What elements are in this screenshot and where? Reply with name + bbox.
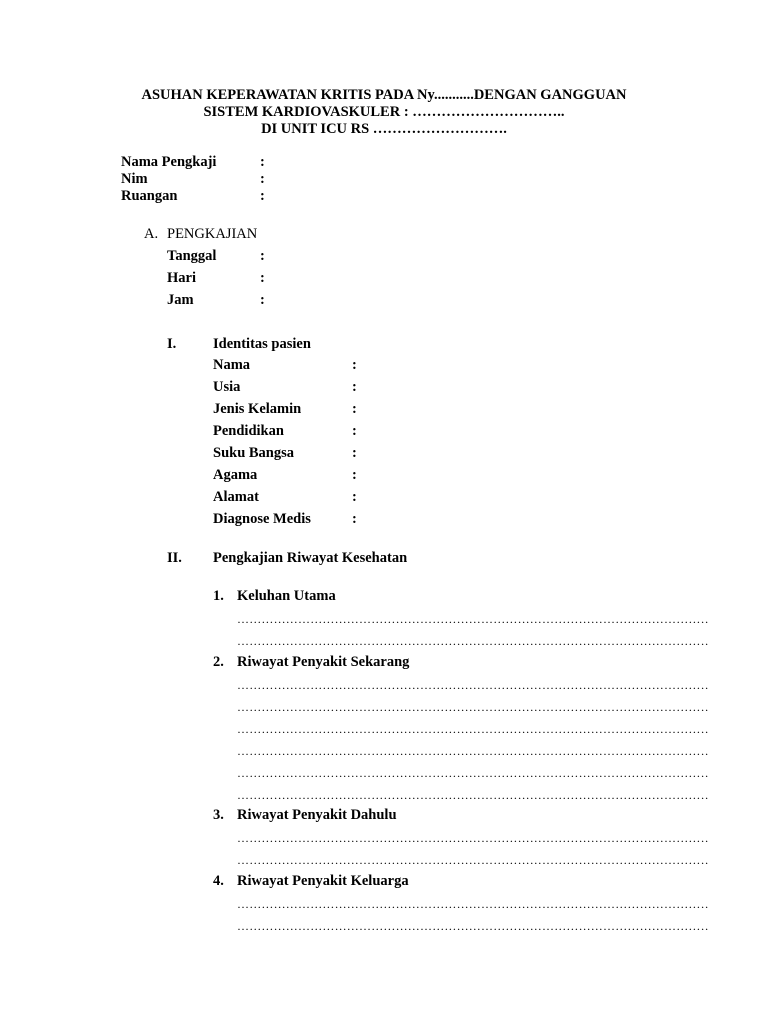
section-1-heading: Identitas pasien [213, 336, 311, 352]
item-number: 3. [213, 807, 224, 823]
section-a-number: A. [144, 226, 159, 242]
field-label-ruangan: Ruangan [121, 188, 178, 204]
field-label-tanggal: Tanggal [167, 248, 217, 264]
dotted-answer-line [237, 699, 709, 716]
field-colon: : [260, 270, 265, 286]
field-label-hari: Hari [167, 270, 196, 286]
item-label-riwayat-penyakit-sekarang: Riwayat Penyakit Sekarang [237, 654, 410, 670]
field-colon: : [352, 423, 357, 439]
title-line-1: ASUHAN KEPERAWATAN KRITIS PADA Ny...........DENGAN GANGGUAN [141, 87, 627, 103]
field-label-alamat: Alamat [213, 489, 259, 505]
field-label-diagnose-medis: Diagnose Medis [213, 511, 311, 527]
section-a-heading: PENGKAJIAN [167, 226, 258, 242]
item-label-riwayat-penyakit-keluarga: Riwayat Penyakit Keluarga [237, 873, 409, 889]
field-label-nama-pengkaji: Nama Pengkaji [121, 154, 217, 170]
field-label-jenis-kelamin: Jenis Kelamin [213, 401, 302, 417]
dotted-answer-line [237, 918, 709, 935]
item-number: 1. [213, 588, 224, 604]
item-number: 2. [213, 654, 224, 670]
field-colon: : [260, 248, 265, 264]
field-colon: : [352, 511, 357, 527]
item-number: 4. [213, 873, 224, 889]
field-label-suku-bangsa: Suku Bangsa [213, 445, 295, 461]
field-colon: : [352, 445, 357, 461]
field-label-usia: Usia [213, 379, 241, 395]
field-colon: : [260, 171, 265, 187]
field-colon: : [260, 154, 265, 170]
dotted-answer-line [237, 743, 709, 760]
dotted-answer-line [237, 830, 709, 847]
section-1-number: I. [167, 336, 177, 352]
field-colon: : [352, 489, 357, 505]
field-label-agama: Agama [213, 467, 258, 483]
dotted-answer-line [237, 765, 709, 782]
dotted-answer-line [237, 611, 709, 628]
dotted-answer-line [237, 677, 709, 694]
field-label-nim: Nim [121, 171, 148, 187]
field-colon: : [260, 188, 265, 204]
title-line-3: DI UNIT ICU RS ………………………. [261, 121, 507, 137]
dotted-answer-line [237, 633, 709, 650]
dotted-answer-line [237, 721, 709, 738]
field-label-pendidikan: Pendidikan [213, 423, 284, 439]
dotted-answer-line [237, 787, 709, 804]
section-2-heading: Pengkajian Riwayat Kesehatan [213, 550, 408, 566]
field-colon: : [352, 467, 357, 483]
section-2-number: II. [167, 550, 182, 566]
field-colon: : [260, 292, 265, 308]
item-label-riwayat-penyakit-dahulu: Riwayat Penyakit Dahulu [237, 807, 397, 823]
field-colon: : [352, 357, 357, 373]
title-line-2: SISTEM KARDIOVASKULER : ………………………….. [203, 104, 565, 120]
field-label-nama: Nama [213, 357, 251, 373]
item-label-keluhan-utama: Keluhan Utama [237, 588, 336, 604]
field-label-jam: Jam [167, 292, 194, 308]
dotted-answer-line [237, 852, 709, 869]
field-colon: : [352, 379, 357, 395]
field-colon: : [352, 401, 357, 417]
dotted-answer-line [237, 896, 709, 913]
